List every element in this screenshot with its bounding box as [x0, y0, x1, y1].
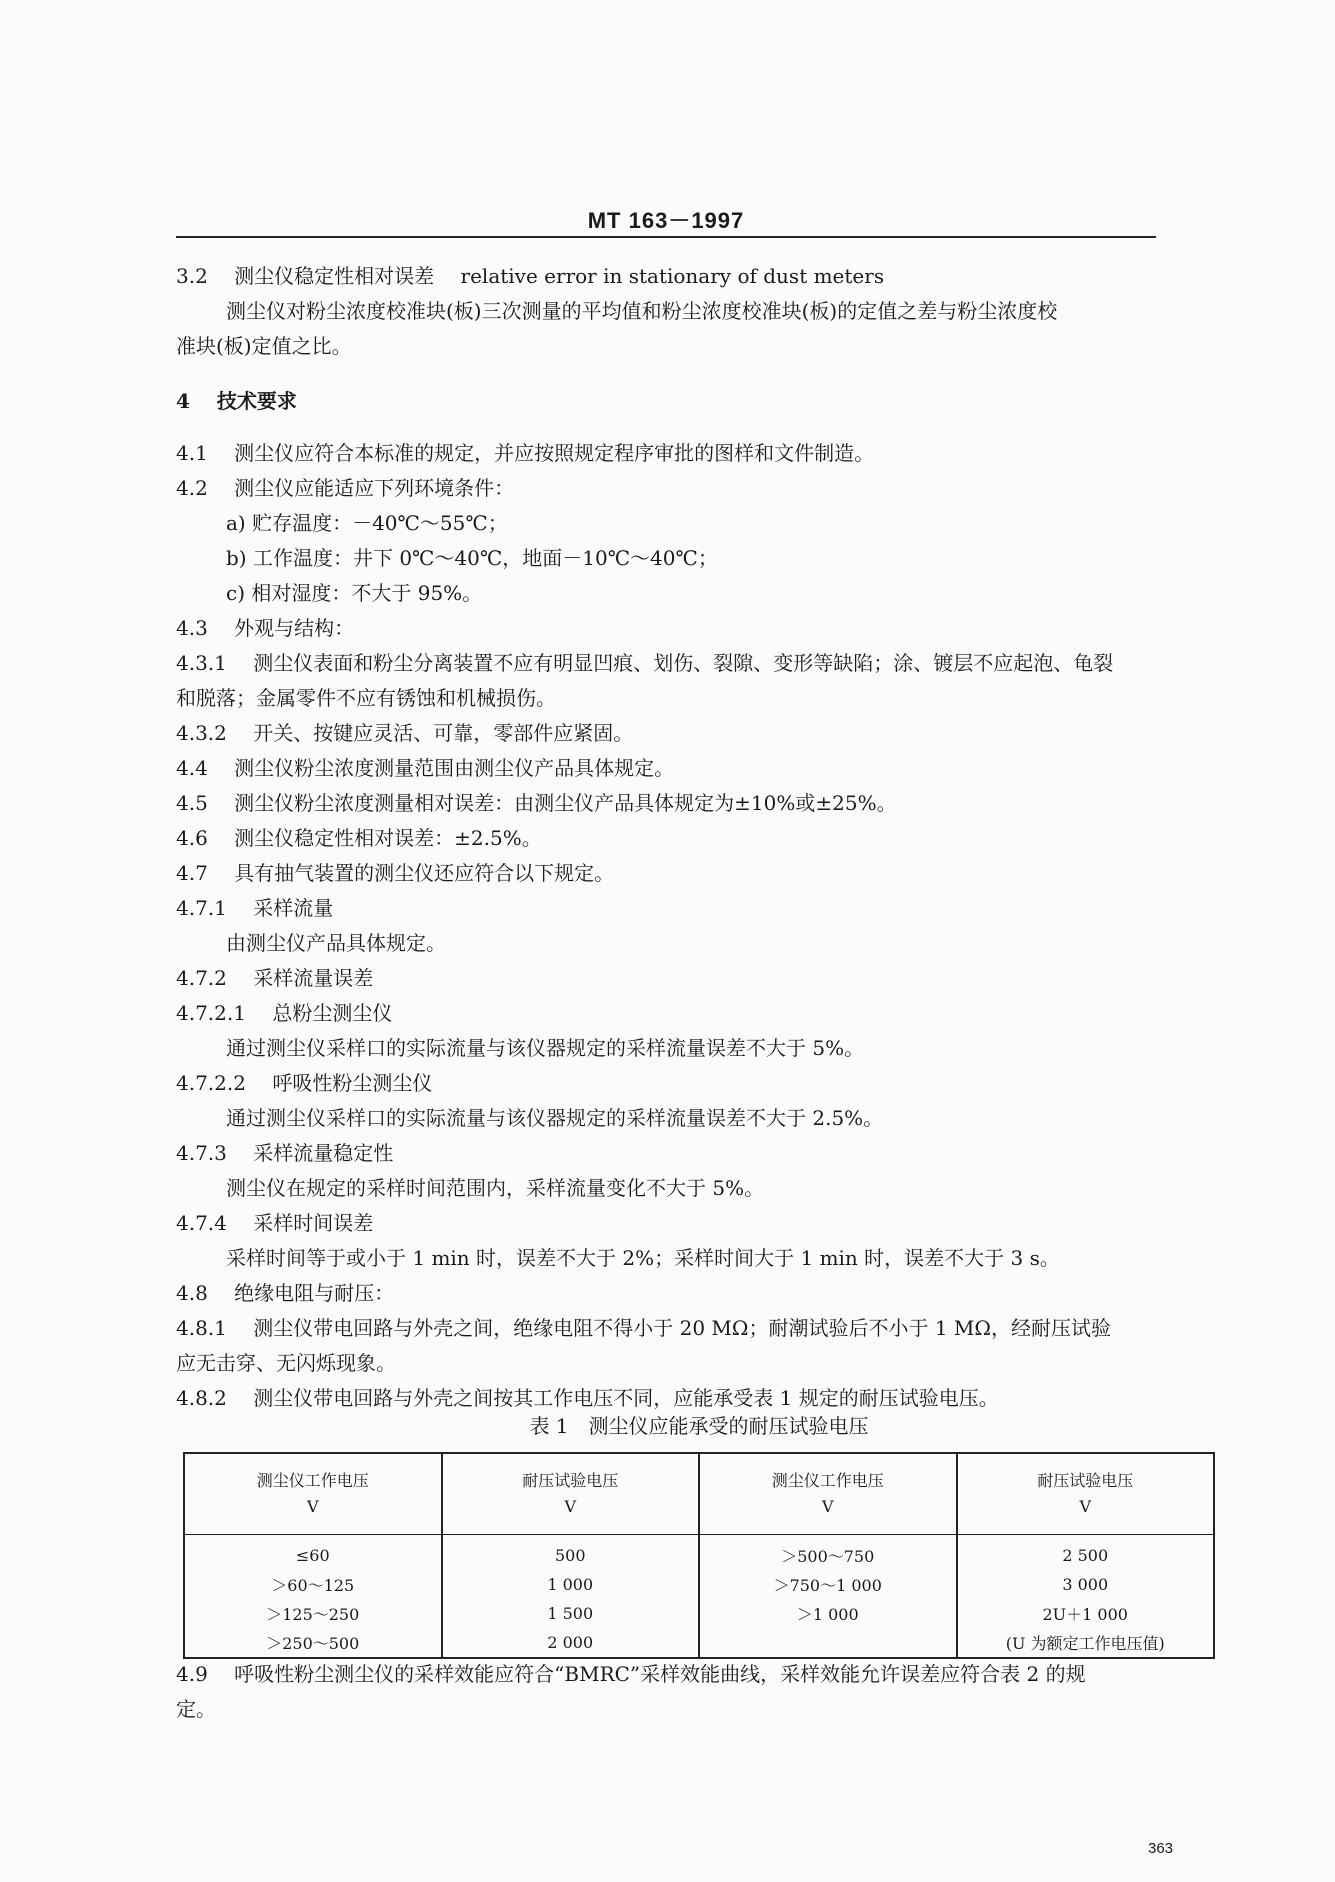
header-unit: V: [564, 1497, 577, 1516]
clause-4-7-3: [176, 1141, 393, 1165]
clause-4-4: [176, 756, 674, 780]
clause-4-8-1: [176, 1316, 1111, 1340]
clause-number: 4.8.2: [176, 1386, 227, 1410]
table-caption: 表 1 测尘仪应能承受的耐压试验电压: [529, 1414, 869, 1438]
clause-text-continued: 和脱落；金属零件不应有锈蚀和机械损伤。: [176, 686, 556, 710]
table-cell: ＞250～500: [184, 1628, 442, 1658]
section-body-line: 准块(板)定值之比。: [176, 334, 352, 358]
table-row: [184, 1628, 1214, 1658]
table-header-cell: [957, 1453, 1215, 1535]
clause-number: 4.7.2.1: [176, 1001, 246, 1025]
clause-text: 开关、按键应灵活、可靠，零部件应紧固。: [253, 721, 634, 745]
table-header-cell: [184, 1453, 442, 1535]
section-title-en: relative error in stationary of dust meters: [460, 264, 885, 288]
table-cell: 2 500: [957, 1535, 1215, 1571]
clause-4-8: [176, 1281, 394, 1305]
clause-text: 绝缘电阻与耐压：: [234, 1281, 395, 1305]
clause-title: 采样时间误差: [253, 1211, 374, 1235]
clause-body: 通过测尘仪采样口的实际流量与该仪器规定的采样流量误差不大于 2.5%。: [226, 1106, 884, 1130]
clause-4-9: [176, 1662, 1086, 1686]
clause-number: 4.5: [176, 791, 208, 815]
clause-text: 测尘仪带电回路与外壳之间，绝缘电阻不得小于 20 MΩ；耐潮试验后不小于 1 MΩ，经耐压试验: [253, 1316, 1111, 1340]
clause-title: 呼吸性粉尘测尘仪: [272, 1071, 433, 1095]
table-cell: 1 000: [442, 1570, 700, 1599]
clause-number: 4.8.1: [176, 1316, 227, 1340]
header-unit: V: [821, 1497, 834, 1516]
header-label: 测尘仪工作电压: [256, 1471, 369, 1490]
clause-number: 4.3.2: [176, 721, 227, 745]
section-title: 技术要求: [216, 389, 297, 413]
list-item-b: b) 工作温度：井下 0℃～40℃，地面－10℃～40℃；: [226, 546, 718, 570]
clause-number: 4.7.4: [176, 1211, 227, 1235]
table-cell: 500: [442, 1535, 700, 1571]
clause-4-3-1: [176, 651, 1113, 675]
clause-title: 总粉尘测尘仪: [272, 1001, 393, 1025]
clause-4-1: [176, 441, 874, 465]
clause-title: 采样流量误差: [253, 966, 374, 990]
voltage-table: [183, 1452, 1215, 1659]
table-header-cell: [699, 1453, 957, 1535]
section-title: 测尘仪稳定性相对误差: [234, 264, 435, 288]
table-cell: ＞500～750: [699, 1535, 957, 1571]
page-header: MT 163－1997: [587, 208, 745, 233]
table-header-cell: [442, 1453, 700, 1535]
clause-title: 采样流量: [253, 896, 334, 920]
clause-text: 呼吸性粉尘测尘仪的采样效能应符合“BMRC”采样效能曲线，采样效能允许误差应符合表 2 的规: [234, 1662, 1086, 1686]
clause-body: 采样时间等于或小于 1 min 时，误差不大于 2%；采样时间大于 1 min 时，误差不大于 3 s。: [226, 1246, 1060, 1270]
clause-4-7-4: [176, 1211, 373, 1235]
clause-text-continued: 定。: [176, 1697, 216, 1721]
clause-number: 4.2: [176, 476, 208, 500]
section-body-line: 测尘仪对粉尘浓度校准块(板)三次测量的平均值和粉尘浓度校准块(板)的定值之差与粉尘浓度校: [226, 299, 1058, 323]
table-row: [184, 1599, 1214, 1628]
table-cell: ＞60～125: [184, 1570, 442, 1599]
clause-title: 采样流量稳定性: [253, 1141, 394, 1165]
clause-number: 4.9: [176, 1662, 208, 1686]
header-unit: V: [1079, 1497, 1092, 1516]
clause-text: 具有抽气装置的测尘仪还应符合以下规定。: [234, 861, 615, 885]
table-cell: ≤60: [184, 1535, 442, 1571]
header-label: 耐压试验电压: [522, 1471, 619, 1490]
clause-text: 测尘仪稳定性相对误差：±2.5%。: [234, 826, 542, 850]
clause-4-7-1: [176, 896, 333, 920]
clause-4-5: [176, 791, 897, 815]
clause-4-7-2: [176, 966, 373, 990]
clause-text: 测尘仪表面和粉尘分离装置不应有明显凹痕、划伤、裂隙、变形等缺陷；涂、镀层不应起泡、龟裂: [253, 651, 1114, 675]
clause-text: 测尘仪带电回路与外壳之间按其工作电压不同，应能承受表 1 规定的耐压试验电压。: [253, 1386, 999, 1410]
section-4-heading: [176, 389, 297, 413]
header-unit: V: [306, 1497, 319, 1516]
clause-text-continued: 应无击穿、无闪烁现象。: [176, 1351, 396, 1375]
section-number: 4: [176, 389, 190, 413]
clause-text: 测尘仪粉尘浓度测量相对误差：由测尘仪产品具体规定为±10%或±25%。: [234, 791, 897, 815]
clause-4-8-2: [176, 1386, 999, 1410]
page-number: 363: [1148, 1840, 1174, 1857]
clause-text: 外观与结构：: [234, 616, 355, 640]
clause-number: 4.8: [176, 1281, 208, 1305]
clause-text: 测尘仪粉尘浓度测量范围由测尘仪产品具体规定。: [234, 756, 675, 780]
table-cell: 3 000: [957, 1570, 1215, 1599]
clause-number: 4.7.2: [176, 966, 227, 990]
header-label: 测尘仪工作电压: [771, 1471, 884, 1490]
clause-number: 4.7.3: [176, 1141, 227, 1165]
clause-number: 4.3: [176, 616, 208, 640]
table-cell: 2 000: [442, 1628, 700, 1658]
table-cell: 1 500: [442, 1599, 700, 1628]
clause-number: 4.1: [176, 441, 208, 465]
table-row: [184, 1570, 1214, 1599]
table-cell: ＞750～1 000: [699, 1570, 957, 1599]
clause-body: 测尘仪在规定的采样时间范围内，采样流量变化不大于 5%。: [226, 1176, 765, 1200]
list-item-c: c) 相对湿度：不大于 95%。: [226, 581, 483, 605]
clause-body: 通过测尘仪采样口的实际流量与该仪器规定的采样流量误差不大于 5%。: [226, 1036, 865, 1060]
clause-text: 测尘仪应符合本标准的规定，并应按照规定程序审批的图样和文件制造。: [234, 441, 875, 465]
header-rule: [176, 236, 1156, 238]
clause-number: 4.7.2.2: [176, 1071, 246, 1095]
clause-number: 4.4: [176, 756, 208, 780]
clause-4-3-2: [176, 721, 633, 745]
table-cell: (U 为额定工作电压值): [957, 1628, 1215, 1658]
section-number: 3.2: [176, 264, 208, 288]
clause-4-6: [176, 826, 542, 850]
list-item-a: a) 贮存温度：－40℃～55℃；: [226, 511, 508, 535]
clause-body: 由测尘仪产品具体规定。: [226, 931, 446, 955]
clause-4-7-2-1: [176, 1001, 392, 1025]
clause-4-2: [176, 476, 514, 500]
table-cell: 2U＋1 000: [957, 1599, 1215, 1628]
table-row: [184, 1535, 1214, 1571]
table-cell: ＞125～250: [184, 1599, 442, 1628]
clause-4-7-2-2: [176, 1071, 432, 1095]
section-3-2-title: [176, 264, 884, 288]
clause-number: 4.7.1: [176, 896, 227, 920]
clause-number: 4.7: [176, 861, 208, 885]
header-label: 耐压试验电压: [1037, 1471, 1134, 1490]
table-cell: ＞1 000: [699, 1599, 957, 1628]
table-cell: [699, 1628, 957, 1658]
clause-number: 4.6: [176, 826, 208, 850]
clause-4-3: [176, 616, 354, 640]
clause-number: 4.3.1: [176, 651, 227, 675]
table-header-row: [184, 1453, 1214, 1535]
clause-text: 测尘仪应能适应下列环境条件：: [234, 476, 515, 500]
clause-4-7: [176, 861, 614, 885]
